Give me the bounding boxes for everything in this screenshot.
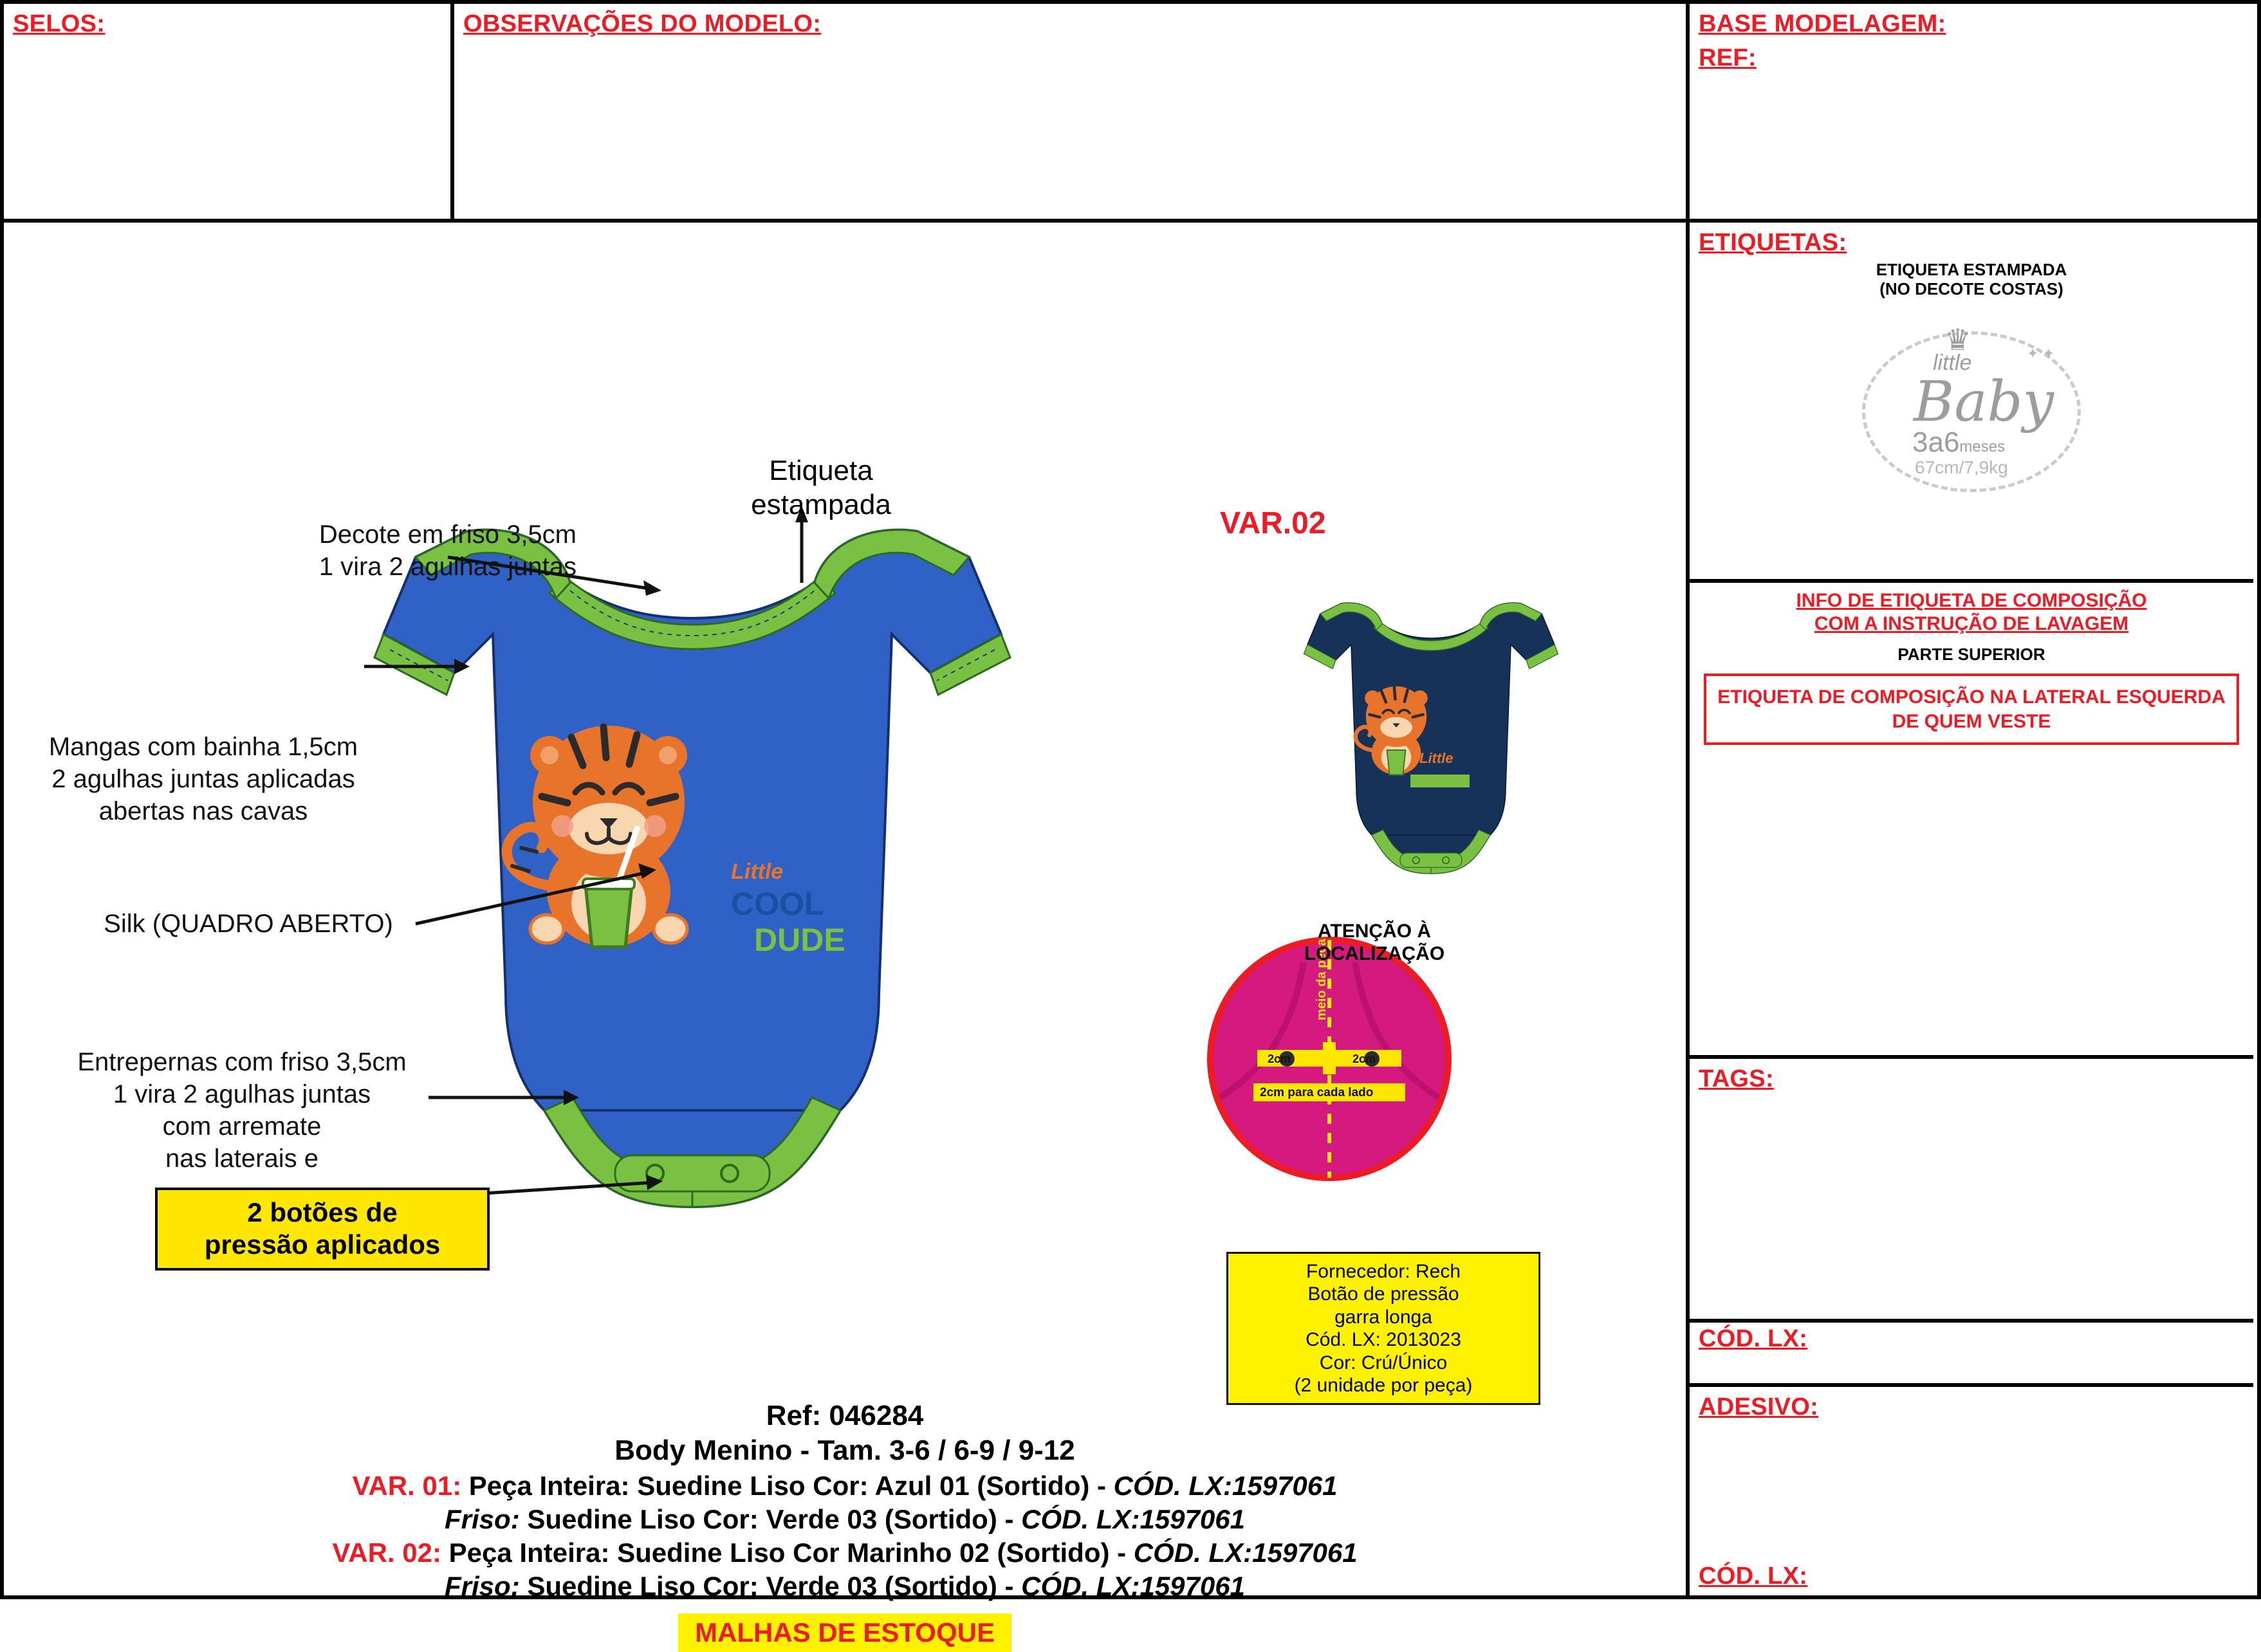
print-little-text: Little [731,859,784,884]
fornecedor-line6: (2 unidade por peça) [1294,1374,1473,1396]
annotation-entrepernas-line1: Entrepernas com friso 3,5cm [77,1048,407,1076]
fornecedor-line1: Fornecedor: Rech [1306,1261,1461,1282]
ref-label: REF: [1699,44,1757,71]
fornecedor-line4: Cód. LX: 2013023 [1306,1329,1461,1351]
top-band [4,4,2257,223]
detail-center-label: meio da peça [1315,939,1329,1020]
print-cool-text: COOL [731,886,824,922]
selos-label: SELOS: [13,10,106,37]
annotation-botoes-box [155,1188,490,1271]
cod-lx-label-2: CÓD. LX: [1699,1563,1808,1590]
fornecedor-line2: Botão de pressão [1307,1283,1459,1305]
detail-right-measure: 2cm [1352,1052,1376,1065]
footer-var01-cod: CÓD. LX:1597061 [1113,1471,1338,1501]
crown-icon: ♛ [1944,322,1971,356]
footer-friso1-text: Suedine Liso Cor: Verde 03 (Sortido) - [519,1504,1022,1534]
footer-var01 [4,1471,1686,1501]
annotation-mangas-line3: abertas nas cavas [98,797,308,825]
adesivo-label: ADESIVO: [1699,1393,1819,1420]
annotation-decote-line2: 1 vira 2 agulhas juntas [318,553,577,581]
annotation-etiqueta-line1: Etiqueta [769,455,873,486]
logo-little-text: little [1933,350,1972,375]
annotation-etiqueta-line2: estampada [751,488,891,520]
footer-friso2 [4,1571,1686,1602]
observacoes-label: OBSERVAÇÕES DO MODELO: [463,10,822,37]
footer-var02-label: VAR. 02: [332,1537,441,1568]
footer-var02-text: Peça Inteira: Suedine Liso Cor Marinho 02 (Sortido) - [448,1537,1134,1568]
annotation-entrepernas [55,1046,429,1175]
annotation-decote-line1: Decote em friso 3,5cm [318,520,577,549]
little-baby-logo [1836,306,2107,499]
logo-age [1912,427,2005,459]
tags-label: TAGS: [1699,1065,1774,1092]
etiquetas-label: ETIQUETAS: [1699,229,1847,256]
footer-friso2-cod: CÓD. LX:1597061 [1021,1571,1245,1601]
composicao-instruction: ETIQUETA DE COMPOSIÇÃO NA LATERAL ESQUERDA DE QUEM VESTE [1704,674,2239,745]
footer-ref: Ref: 046284 [766,1400,924,1431]
print-dude-text: DUDE [754,922,845,958]
etiqueta-estampada-line1: ETIQUETA ESTAMPADA [1876,260,2067,279]
logo-measure: 67cm/7,9kg [1915,457,2008,477]
atencao-line2: LOCALIZAÇÃO [1304,942,1445,964]
body-front-var01 [374,530,1010,1207]
etiquetas-box [1690,223,2253,583]
footer-friso2-text: Suedine Liso Cor: Verde 03 (Sortido) - [519,1571,1022,1601]
annotation-mangas-line1: Mangas com bainha 1,5cm [48,733,358,761]
snap-button-right [721,1165,738,1182]
malhas-badge: MALHAS DE ESTOQUE [678,1613,1011,1652]
main-drawing-area [4,223,1690,1647]
detail-caption: 2cm para cada lado [1260,1086,1374,1099]
info-title-line1: INFO DE ETIQUETA DE COMPOSIÇÃO [1796,590,2147,611]
annotation-etiqueta-estampada [686,454,956,522]
annotation-mangas-line2: 2 agulhas juntas aplicadas [51,765,355,793]
atencao-localizacao [1246,921,1503,965]
cod-lx-box [1690,1323,2253,1387]
footer-var01-label: VAR. 01: [352,1471,462,1501]
footer-friso1-label: Friso: [445,1504,520,1534]
logo-age-unit: meses [1959,437,2006,455]
parte-superior-label: PARTE SUPERIOR [1897,645,2045,664]
footer-friso1 [4,1504,1686,1535]
footer-var02 [4,1537,1686,1568]
footer-var02-cod: CÓD. LX:1597061 [1133,1537,1358,1568]
annotation-entrepernas-line3: com arremate [162,1112,322,1141]
fornecedor-line5: Cor: Crú/Único [1319,1352,1448,1373]
print-little-text-small: Little [1419,750,1454,766]
observacoes-cell [454,4,1690,219]
fornecedor-line3: garra longa [1334,1306,1432,1328]
detail-left-measure: 2cm [1268,1052,1291,1065]
annotation-entrepernas-line4: nas laterais e [165,1144,318,1173]
info-title-line2: COM A INSTRUÇÃO DE LAVAGEM [1814,613,2129,634]
stars-icon: ✦ ✦ [2027,345,2054,362]
base-modelagem-label: BASE MODELAGEM: [1699,10,1946,37]
atencao-line1: ATENÇÃO À [1317,921,1432,942]
var02-label: VAR.02 [1220,506,1326,540]
logo-age-value: 3a6 [1912,426,1960,458]
footer-spec [4,1400,1686,1652]
print-bar-small [1410,775,1470,787]
tags-box [1690,1059,2253,1323]
footer-friso1-cod: CÓD. LX:1597061 [1021,1504,1245,1534]
footer-var01-text: Peça Inteira: Suedine Liso Cor: Azul 01 (Sortido) - [468,1471,1114,1501]
adesivo-box [1690,1387,2253,1595]
snap-placement-detail [1210,938,1448,1178]
annotation-botoes-line1: 2 botões de [247,1197,398,1227]
annotation-mangas [42,731,364,827]
right-column [1690,223,2257,1595]
footer-friso2-label: Friso: [445,1571,520,1601]
etiqueta-estampada-line2: (NO DECOTE COSTAS) [1879,279,2063,298]
body-front-var02 [1304,603,1558,874]
base-modelagem-cell [1690,4,2257,219]
footer-product: Body Menino - Tam. 3-6 / 6-9 / 9-12 [614,1435,1075,1466]
cod-lx-label: CÓD. LX: [1699,1325,1808,1352]
annotation-entrepernas-line2: 1 vira 2 agulhas juntas [113,1080,371,1108]
logo-baby-text: Baby [1914,369,2054,434]
annotation-silk: Silk (QUADRO ABERTO) [104,910,393,938]
info-composicao-box [1690,583,2253,1059]
annotation-decote [165,519,577,583]
selos-cell [4,4,454,219]
malhas-wrap [4,1604,1686,1652]
fornecedor-box [1226,1252,1540,1405]
annotation-botoes-line2: pressão aplicados [204,1229,441,1260]
